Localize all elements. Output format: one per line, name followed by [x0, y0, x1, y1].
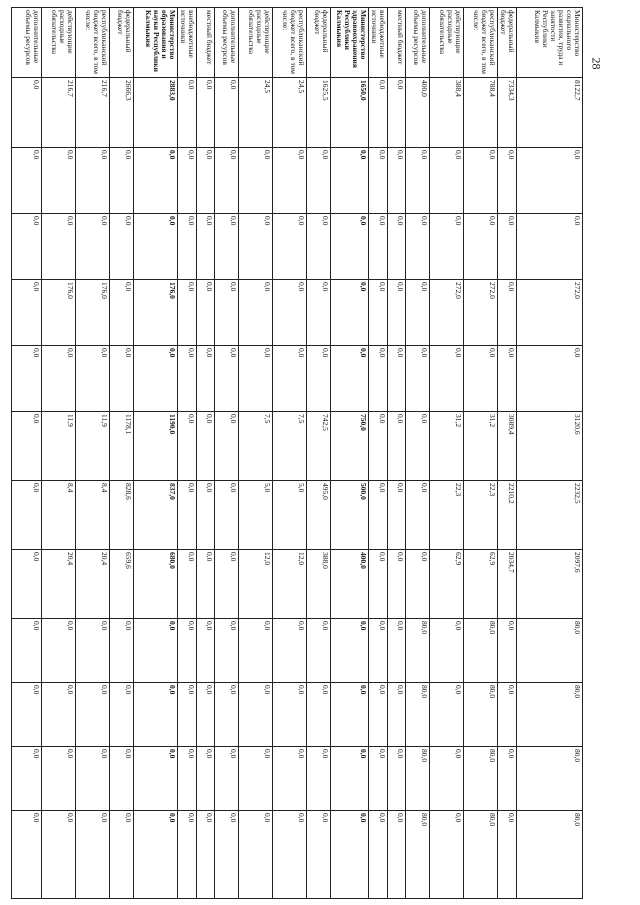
- value-cell: 20,4: [42, 550, 76, 619]
- value-cell: 388,4: [430, 78, 464, 148]
- value-cell: 8,4: [42, 481, 76, 550]
- row-label: внебюджетные источники: [178, 8, 197, 78]
- value-cell: 0,0: [110, 214, 134, 280]
- value-cell: 0,0: [430, 346, 464, 412]
- value-cell: 0,0: [388, 550, 406, 619]
- value-cell: 0,0: [134, 148, 178, 214]
- value-cell: 2034,7: [498, 550, 517, 619]
- value-cell: 216,7: [42, 78, 76, 148]
- table-row: [430, 8, 464, 899]
- value-cell: 0,0: [369, 214, 388, 280]
- value-cell: 0,0: [42, 214, 76, 280]
- table-row: [331, 8, 369, 899]
- value-cell: 80,0: [464, 683, 498, 747]
- value-cell: 0,0: [331, 148, 369, 214]
- value-cell: 0,0: [369, 811, 388, 899]
- value-cell: 80,0: [517, 619, 583, 683]
- value-cell: 5,0: [239, 481, 273, 550]
- table-row: [110, 8, 134, 899]
- value-cell: 0,0: [406, 148, 430, 214]
- value-cell: 0,0: [76, 811, 110, 899]
- value-cell: 0,0: [388, 481, 406, 550]
- row-label: республиканский бюджет всего, в том числе:: [464, 8, 498, 78]
- value-cell: 80,0: [464, 811, 498, 899]
- value-cell: 0,0: [76, 346, 110, 412]
- value-cell: 0,0: [76, 619, 110, 683]
- value-cell: 0,0: [239, 346, 273, 412]
- value-cell: 0,0: [498, 148, 517, 214]
- value-cell: 80,0: [517, 747, 583, 811]
- value-cell: 0,0: [12, 619, 42, 683]
- value-cell: 0,0: [464, 214, 498, 280]
- value-cell: 0,0: [134, 683, 178, 747]
- value-cell: 80,0: [406, 683, 430, 747]
- row-label: Министерство социального развития, труда и занятости Республики Калмыкия: [517, 8, 583, 78]
- value-cell: 80,0: [517, 683, 583, 747]
- value-cell: 0,0: [12, 481, 42, 550]
- value-cell: 0,0: [517, 346, 583, 412]
- value-cell: 0,0: [110, 747, 134, 811]
- value-cell: 0,0: [197, 214, 215, 280]
- value-cell: 0,0: [369, 747, 388, 811]
- value-cell: 8,4: [76, 481, 110, 550]
- value-cell: 0,0: [215, 683, 239, 747]
- value-cell: 0,0: [307, 148, 331, 214]
- value-cell: 400,0: [406, 78, 430, 148]
- value-cell: 0,0: [369, 78, 388, 148]
- table-row: [76, 8, 110, 899]
- value-cell: 31,2: [430, 412, 464, 481]
- value-cell: 0,0: [12, 214, 42, 280]
- value-cell: 0,0: [406, 280, 430, 346]
- value-cell: 0,0: [369, 280, 388, 346]
- value-cell: 0,0: [42, 683, 76, 747]
- value-cell: 0,0: [331, 280, 369, 346]
- value-cell: 0,0: [215, 811, 239, 899]
- table-row: [42, 8, 76, 899]
- table-row: [273, 8, 307, 899]
- value-cell: 0,0: [12, 412, 42, 481]
- value-cell: 0,0: [239, 148, 273, 214]
- value-cell: 0,0: [388, 280, 406, 346]
- value-cell: 0,0: [42, 619, 76, 683]
- value-cell: 0,0: [273, 280, 307, 346]
- value-cell: 0,0: [215, 550, 239, 619]
- table-container: [24, 7, 583, 898]
- value-cell: 0,0: [76, 747, 110, 811]
- value-cell: 0,0: [215, 747, 239, 811]
- row-label: республиканский бюджет всего, в том числе:: [76, 8, 110, 78]
- row-label: внебюджетные источники: [369, 8, 388, 78]
- table-row: [197, 8, 215, 899]
- value-cell: 31,2: [464, 412, 498, 481]
- row-label: федеральный бюджет: [110, 8, 134, 78]
- value-cell: 80,0: [464, 619, 498, 683]
- value-cell: 0,0: [12, 550, 42, 619]
- value-cell: 0,0: [369, 619, 388, 683]
- value-cell: 0,0: [110, 280, 134, 346]
- value-cell: 0,0: [178, 280, 197, 346]
- value-cell: 0,0: [178, 550, 197, 619]
- value-cell: 0,0: [178, 412, 197, 481]
- value-cell: 0,0: [498, 811, 517, 899]
- value-cell: 3120,6: [517, 412, 583, 481]
- value-cell: 24,5: [273, 78, 307, 148]
- value-cell: 80,0: [406, 811, 430, 899]
- value-cell: 0,0: [134, 747, 178, 811]
- value-cell: 2210,2: [498, 481, 517, 550]
- value-cell: 80,0: [464, 747, 498, 811]
- value-cell: 0,0: [430, 747, 464, 811]
- value-cell: 0,0: [76, 214, 110, 280]
- value-cell: 0,0: [239, 214, 273, 280]
- table-row: [134, 8, 178, 899]
- value-cell: 837,0: [134, 481, 178, 550]
- value-cell: 0,0: [178, 811, 197, 899]
- value-cell: 0,0: [239, 619, 273, 683]
- value-cell: 0,0: [273, 346, 307, 412]
- value-cell: 216,7: [76, 78, 110, 148]
- value-cell: 0,0: [12, 683, 42, 747]
- value-cell: 0,0: [197, 747, 215, 811]
- page-number: 28: [589, 57, 604, 70]
- value-cell: 0,0: [215, 78, 239, 148]
- table-row: [517, 8, 583, 899]
- value-cell: 750,0: [331, 412, 369, 481]
- value-cell: 2883,0: [134, 78, 178, 148]
- value-cell: 0,0: [498, 747, 517, 811]
- value-cell: 0,0: [273, 619, 307, 683]
- value-cell: 0,0: [215, 619, 239, 683]
- value-cell: 0,0: [307, 280, 331, 346]
- value-cell: 0,0: [307, 811, 331, 899]
- table-row: [178, 8, 197, 899]
- value-cell: 0,0: [178, 747, 197, 811]
- value-cell: 0,0: [517, 214, 583, 280]
- value-cell: 0,0: [331, 811, 369, 899]
- value-cell: 176,0: [134, 280, 178, 346]
- value-cell: 20,4: [76, 550, 110, 619]
- value-cell: 0,0: [215, 148, 239, 214]
- value-cell: 0,0: [331, 619, 369, 683]
- value-cell: 0,0: [388, 78, 406, 148]
- value-cell: 0,0: [178, 619, 197, 683]
- value-cell: 0,0: [388, 346, 406, 412]
- value-cell: 1650,0: [331, 78, 369, 148]
- value-cell: 0,0: [134, 214, 178, 280]
- value-cell: 0,0: [369, 412, 388, 481]
- value-cell: 0,0: [178, 78, 197, 148]
- row-label: Министерство здравоохранения Республики Калмыкия: [331, 8, 369, 78]
- value-cell: 5,0: [273, 481, 307, 550]
- value-cell: 0,0: [273, 214, 307, 280]
- value-cell: 11,9: [76, 412, 110, 481]
- table-row: [215, 8, 239, 899]
- value-cell: 400,0: [331, 550, 369, 619]
- value-cell: 0,0: [12, 811, 42, 899]
- value-cell: 176,0: [42, 280, 76, 346]
- value-cell: 0,0: [110, 619, 134, 683]
- value-cell: 7334,3: [498, 78, 517, 148]
- row-label: дополнительные объемы ресурсов: [215, 8, 239, 78]
- table-body: [12, 8, 583, 899]
- value-cell: 0,0: [197, 619, 215, 683]
- value-cell: 0,0: [178, 683, 197, 747]
- value-cell: 0,0: [388, 412, 406, 481]
- value-cell: 80,0: [406, 619, 430, 683]
- value-cell: 1190,0: [134, 412, 178, 481]
- row-label: местный бюджет: [388, 8, 406, 78]
- value-cell: 3089,4: [498, 412, 517, 481]
- row-label: дополнительные объемы ресурсов: [12, 8, 42, 78]
- value-cell: 7,5: [239, 412, 273, 481]
- value-cell: 0,0: [239, 280, 273, 346]
- value-cell: 0,0: [406, 214, 430, 280]
- value-cell: 0,0: [464, 346, 498, 412]
- value-cell: 0,0: [178, 148, 197, 214]
- value-cell: 0,0: [388, 683, 406, 747]
- value-cell: 0,0: [12, 148, 42, 214]
- value-cell: 0,0: [406, 481, 430, 550]
- value-cell: 388,0: [307, 550, 331, 619]
- value-cell: 272,0: [430, 280, 464, 346]
- value-cell: 0,0: [517, 148, 583, 214]
- value-cell: 0,0: [331, 683, 369, 747]
- value-cell: 2232,5: [517, 481, 583, 550]
- value-cell: 22,3: [464, 481, 498, 550]
- value-cell: 0,0: [12, 280, 42, 346]
- value-cell: 828,6: [110, 481, 134, 550]
- value-cell: 176,0: [76, 280, 110, 346]
- row-label: республиканский бюджет всего, в том числе:: [273, 8, 307, 78]
- value-cell: 0,0: [110, 683, 134, 747]
- row-label: дополнительные объемы ресурсов: [406, 8, 430, 78]
- value-cell: 0,0: [197, 811, 215, 899]
- value-cell: 0,0: [406, 346, 430, 412]
- value-cell: 0,0: [134, 346, 178, 412]
- row-label: действующие расходные обязательства: [430, 8, 464, 78]
- table-row: [307, 8, 331, 899]
- value-cell: 0,0: [178, 346, 197, 412]
- value-cell: 0,0: [369, 346, 388, 412]
- value-cell: 742,5: [307, 412, 331, 481]
- value-cell: 0,0: [197, 280, 215, 346]
- table-row: [239, 8, 273, 899]
- value-cell: 0,0: [273, 683, 307, 747]
- value-cell: 495,0: [307, 481, 331, 550]
- value-cell: 0,0: [498, 683, 517, 747]
- row-label: федеральный бюджет: [307, 8, 331, 78]
- budget-table: [11, 7, 583, 899]
- value-cell: 0,0: [273, 811, 307, 899]
- table-row: [388, 8, 406, 899]
- value-cell: 0,0: [498, 214, 517, 280]
- value-cell: 0,0: [110, 148, 134, 214]
- value-cell: 0,0: [406, 550, 430, 619]
- value-cell: 11,9: [42, 412, 76, 481]
- value-cell: 0,0: [178, 214, 197, 280]
- value-cell: 0,0: [197, 481, 215, 550]
- value-cell: 0,0: [307, 214, 331, 280]
- value-cell: 2666,3: [110, 78, 134, 148]
- value-cell: 12,0: [273, 550, 307, 619]
- table-row: [464, 8, 498, 899]
- value-cell: 0,0: [197, 550, 215, 619]
- value-cell: 0,0: [369, 148, 388, 214]
- value-cell: 0,0: [42, 346, 76, 412]
- value-cell: 0,0: [430, 811, 464, 899]
- value-cell: 0,0: [388, 148, 406, 214]
- value-cell: 0,0: [331, 214, 369, 280]
- table-row: [12, 8, 42, 899]
- value-cell: 0,0: [331, 346, 369, 412]
- value-cell: 0,0: [110, 811, 134, 899]
- value-cell: 24,5: [239, 78, 273, 148]
- value-cell: 62,9: [464, 550, 498, 619]
- value-cell: 0,0: [406, 412, 430, 481]
- value-cell: 500,0: [331, 481, 369, 550]
- value-cell: 0,0: [76, 683, 110, 747]
- value-cell: 0,0: [12, 346, 42, 412]
- value-cell: 0,0: [12, 78, 42, 148]
- value-cell: 0,0: [42, 811, 76, 899]
- table-row: [369, 8, 388, 899]
- value-cell: 788,4: [464, 78, 498, 148]
- value-cell: 0,0: [430, 214, 464, 280]
- value-cell: 0,0: [134, 619, 178, 683]
- value-cell: 680,0: [134, 550, 178, 619]
- value-cell: 0,0: [134, 811, 178, 899]
- value-cell: 7,5: [273, 412, 307, 481]
- value-cell: 0,0: [76, 148, 110, 214]
- value-cell: 0,0: [498, 346, 517, 412]
- value-cell: 80,0: [406, 747, 430, 811]
- value-cell: 0,0: [215, 346, 239, 412]
- value-cell: 0,0: [273, 148, 307, 214]
- value-cell: 0,0: [239, 747, 273, 811]
- value-cell: 0,0: [307, 346, 331, 412]
- value-cell: 12,0: [239, 550, 273, 619]
- value-cell: 0,0: [215, 412, 239, 481]
- value-cell: 0,0: [430, 148, 464, 214]
- value-cell: 0,0: [369, 683, 388, 747]
- value-cell: 0,0: [369, 550, 388, 619]
- row-label: действующие расходные обязательства: [239, 8, 273, 78]
- value-cell: 659,6: [110, 550, 134, 619]
- value-cell: 0,0: [307, 747, 331, 811]
- value-cell: 0,0: [331, 747, 369, 811]
- value-cell: 0,0: [197, 346, 215, 412]
- value-cell: 0,0: [369, 481, 388, 550]
- value-cell: 0,0: [388, 811, 406, 899]
- value-cell: 80,0: [517, 811, 583, 899]
- value-cell: 0,0: [197, 148, 215, 214]
- value-cell: 0,0: [464, 148, 498, 214]
- value-cell: 0,0: [498, 280, 517, 346]
- table-row: [498, 8, 517, 899]
- value-cell: 0,0: [42, 148, 76, 214]
- value-cell: 1625,5: [307, 78, 331, 148]
- value-cell: 0,0: [273, 747, 307, 811]
- value-cell: 8122,7: [517, 78, 583, 148]
- value-cell: 0,0: [388, 214, 406, 280]
- row-label: действующие расходные обязательства: [42, 8, 76, 78]
- value-cell: 0,0: [430, 619, 464, 683]
- value-cell: 0,0: [215, 214, 239, 280]
- value-cell: 0,0: [239, 683, 273, 747]
- value-cell: 0,0: [239, 811, 273, 899]
- value-cell: 1178,1: [110, 412, 134, 481]
- row-label: местный бюджет: [197, 8, 215, 78]
- value-cell: 2097,6: [517, 550, 583, 619]
- value-cell: 0,0: [215, 280, 239, 346]
- value-cell: 22,3: [430, 481, 464, 550]
- value-cell: 0,0: [110, 346, 134, 412]
- value-cell: 272,0: [517, 280, 583, 346]
- row-label: федеральный бюджет: [498, 8, 517, 78]
- value-cell: 0,0: [430, 683, 464, 747]
- value-cell: 0,0: [307, 619, 331, 683]
- rotated-table-frame: [24, 7, 583, 898]
- value-cell: 0,0: [197, 412, 215, 481]
- value-cell: 0,0: [197, 78, 215, 148]
- value-cell: 62,9: [430, 550, 464, 619]
- value-cell: 272,0: [464, 280, 498, 346]
- value-cell: 0,0: [215, 481, 239, 550]
- value-cell: 0,0: [178, 481, 197, 550]
- value-cell: 0,0: [42, 747, 76, 811]
- value-cell: 0,0: [307, 683, 331, 747]
- value-cell: 0,0: [388, 619, 406, 683]
- value-cell: 0,0: [498, 619, 517, 683]
- value-cell: 0,0: [12, 747, 42, 811]
- row-label: Министерство образования и науки Республики Калмыкия: [134, 8, 178, 78]
- table-row: [406, 8, 430, 899]
- value-cell: 0,0: [197, 683, 215, 747]
- value-cell: 0,0: [388, 747, 406, 811]
